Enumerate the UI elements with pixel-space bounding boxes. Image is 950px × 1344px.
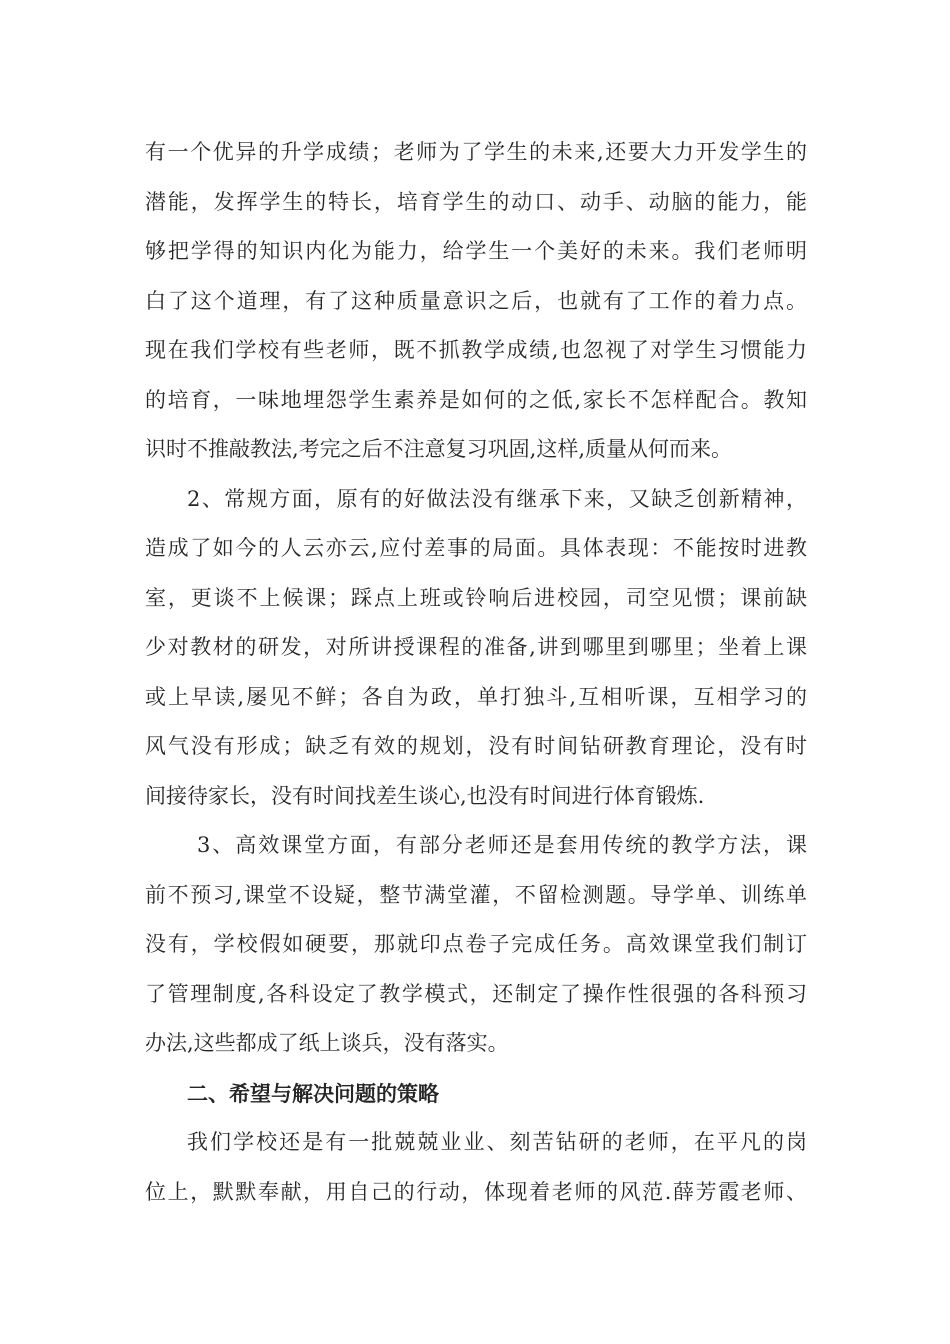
paragraph-line: 室，更谈不上候课；踩点上班或铃响后进校园，司空见惯；课前缺	[145, 585, 807, 610]
paragraph-line: 够把学得的知识内化为能力，给学生一个美好的未来。我们老师明	[145, 239, 807, 263]
paragraph-line: 有一个优异的升学成绩；老师为了学生的未来,还要大力开发学生的	[145, 140, 807, 164]
paragraph-line: 识时不推敲教法,考完之后不注意复习巩固,这样,质量从何而来。	[145, 437, 733, 461]
paragraph-line: 潜能，发挥学生的特长，培育学生的动口、动手、动脑的能力，能	[145, 189, 807, 214]
paragraph-line: 我们学校还是有一批兢兢业业、刻苦钻研的老师，在平凡的岗	[187, 1130, 807, 1154]
paragraph-line: 造成了如今的人云亦云,应付差事的局面。具体表现：不能按时进教	[145, 536, 807, 560]
section-heading: 二、希望与解决问题的策略	[187, 1080, 439, 1106]
paragraph-line: 3、高效课堂方面，有部分老师还是套用传统的教学方法，课	[197, 833, 807, 857]
paragraph-line: 白了这个道理，有了这种质量意识之后，也就有了工作的着力点。	[145, 288, 807, 313]
paragraph-line: 或上早读,屡见不鲜；各自为政，单打独斗,互相听课，互相学习的	[145, 684, 807, 709]
paragraph-line: 少对教材的研发，对所讲授课程的准备,讲到哪里到哪里；坐着上课	[145, 635, 807, 659]
paragraph-line: 2、常规方面，原有的好做法没有继承下来，又缺乏创新精神，	[187, 486, 807, 511]
paragraph-line: 间接待家长，没有时间找差生谈心,也没有时间进行体育锻炼.	[145, 783, 705, 808]
document-body	[145, 128, 807, 1217]
paragraph-line: 位上，默默奉献，用自己的行动，体现着老师的风范.薛芳霞老师、	[145, 1179, 807, 1204]
paragraph-line: 的培育，一味地埋怨学生素养是如何的之低,家长不怎样配合。教知	[145, 387, 807, 412]
paragraph-line: 现在我们学校有些老师，既不抓教学成绩,也忽视了对学生习惯能力	[145, 338, 807, 362]
paragraph-line: 前不预习,课堂不设疑，整节满堂灌，不留检测题。导学单、训练单	[145, 882, 807, 907]
paragraph-line: 风气没有形成；缺乏有效的规划，没有时间钻研教育理论，没有时	[145, 734, 807, 758]
paragraph-line: 没有，学校假如硬要，那就印点卷子完成任务。高效课堂我们制订	[145, 932, 807, 956]
paragraph-line: 办法,这些都成了纸上谈兵，没有落实。	[145, 1031, 509, 1055]
paragraph-line: 了管理制度,各科设定了教学模式，还制定了操作性很强的各科预习	[145, 981, 807, 1006]
